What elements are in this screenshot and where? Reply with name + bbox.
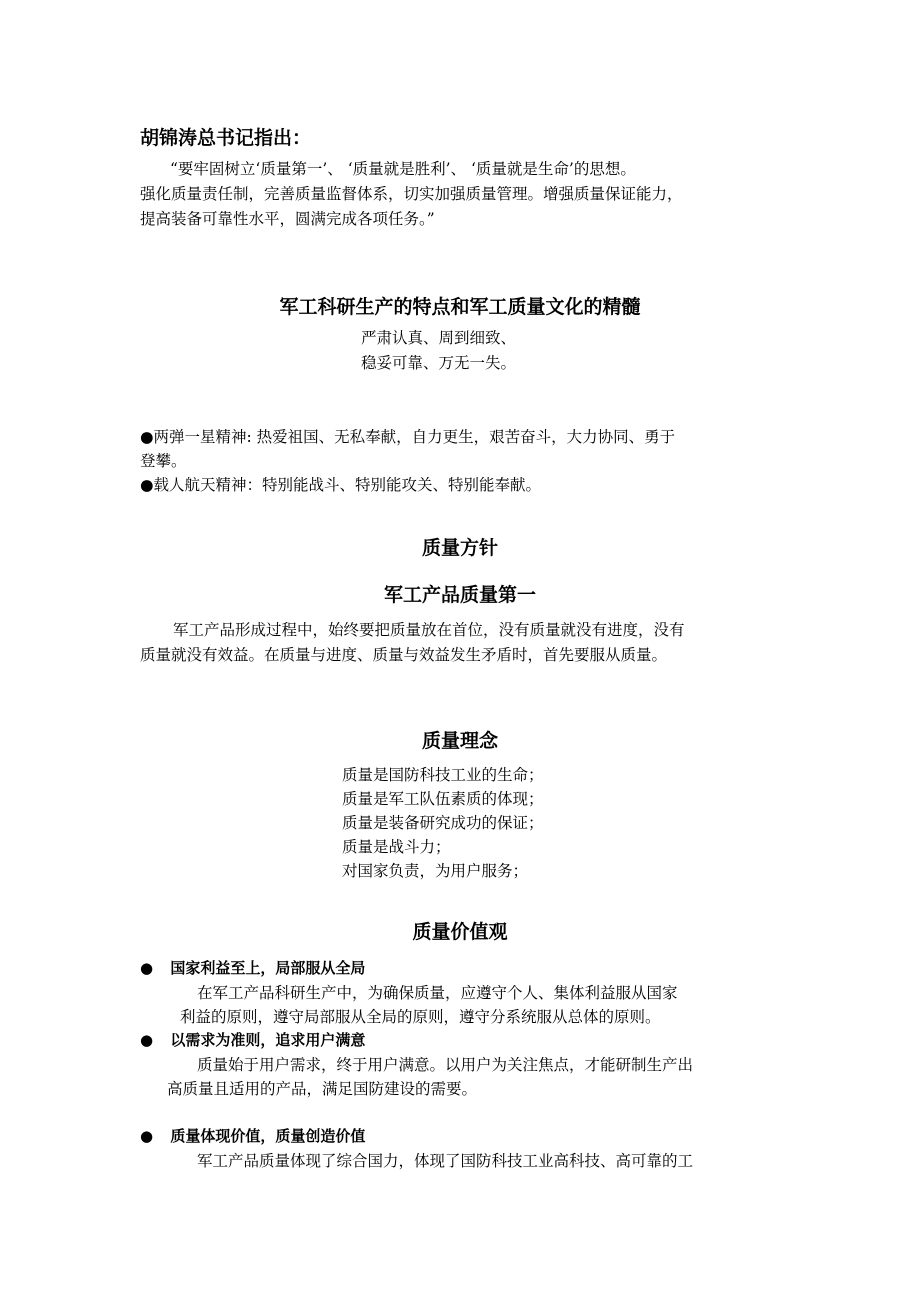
value-item-2-line-1: 质量始于用户需求，终于用户满意。以用户为关注焦点，才能研制生产出 xyxy=(197,1056,694,1074)
concept-line-4: 质量是战斗力； xyxy=(342,838,451,856)
bullet-icon: ● xyxy=(140,1031,154,1049)
value-item-2-heading: ● 以需求为准则，追求用户满意 xyxy=(140,1031,366,1049)
essence-line-2: 稳妥可靠、万无一失。 xyxy=(361,354,517,372)
bullet-icon: ● xyxy=(140,1127,154,1145)
policy-title: 质量方针 xyxy=(421,537,498,559)
quote-line-2: 强化质量责任制，完善质量监督体系，切实加强质量管理。增强质量保证能力， xyxy=(140,185,683,203)
concept-line-1: 质量是国防科技工业的生命； xyxy=(342,766,544,784)
value-item-3-line-1: 军工产品质量体现了综合国力，体现了国防科技工业高科技、高可靠的工 xyxy=(197,1152,694,1170)
value-item-1-line-2: 利益的原则，遵守局部服从全局的原则，遵守分系统服从总体的原则。 xyxy=(180,1008,661,1026)
concept-line-5: 对国家负责，为用户服务； xyxy=(342,862,529,880)
value-item-1-line-1: 在军工产品科研生产中，为确保质量，应遵守个人、集体利益服从国家 xyxy=(197,984,678,1002)
concept-line-2: 质量是军工队伍素质的体现； xyxy=(342,790,544,808)
quote-line-1: “要牢固树立‘质量第一’、 ‘质量就是胜利’、 ‘质量就是生命’的思想。 xyxy=(170,160,636,178)
essence-title: 军工科研生产的特点和军工质量文化的精髓 xyxy=(279,296,641,318)
policy-subtitle: 军工产品质量第一 xyxy=(383,584,536,606)
value-item-3-heading: ● 质量体现价值，质量创造价值 xyxy=(140,1127,366,1145)
quote-line-3: 提高装备可靠性水平，圆满完成各项任务。” xyxy=(140,210,435,228)
concept-line-3: 质量是装备研究成功的保证； xyxy=(342,814,544,832)
spirit-line-2: 登攀。 xyxy=(140,452,187,470)
value-item-1-heading: ● 国家利益至上，局部服从全局 xyxy=(140,959,366,977)
policy-line-1: 军工产品形成过程中，始终要把质量放在首位，没有质量就没有进度，没有 xyxy=(173,621,685,639)
quote-heading: 胡锦涛总书记指出： xyxy=(140,127,312,149)
spirit-line-3: ●载人航天精神：特别能战斗、特别能攻关、特别能奉献。 xyxy=(140,476,542,494)
values-title: 质量价值观 xyxy=(412,921,508,943)
bullet-icon: ● xyxy=(140,959,154,977)
spirit-line-1: ●两弹一星精神: 热爱祖国、无私奉献，自力更生，艰苦奋斗，大力协同、勇于 xyxy=(140,428,676,446)
essence-line-1: 严肃认真、周到细致、 xyxy=(361,329,517,347)
value-item-2-line-2: 高质量且适用的产品，满足国防建设的需要。 xyxy=(167,1080,478,1098)
policy-line-2: 质量就没有效益。在质量与进度、质量与效益发生矛盾时，首先要服从质量。 xyxy=(140,646,668,664)
concept-title: 质量理念 xyxy=(421,730,498,752)
